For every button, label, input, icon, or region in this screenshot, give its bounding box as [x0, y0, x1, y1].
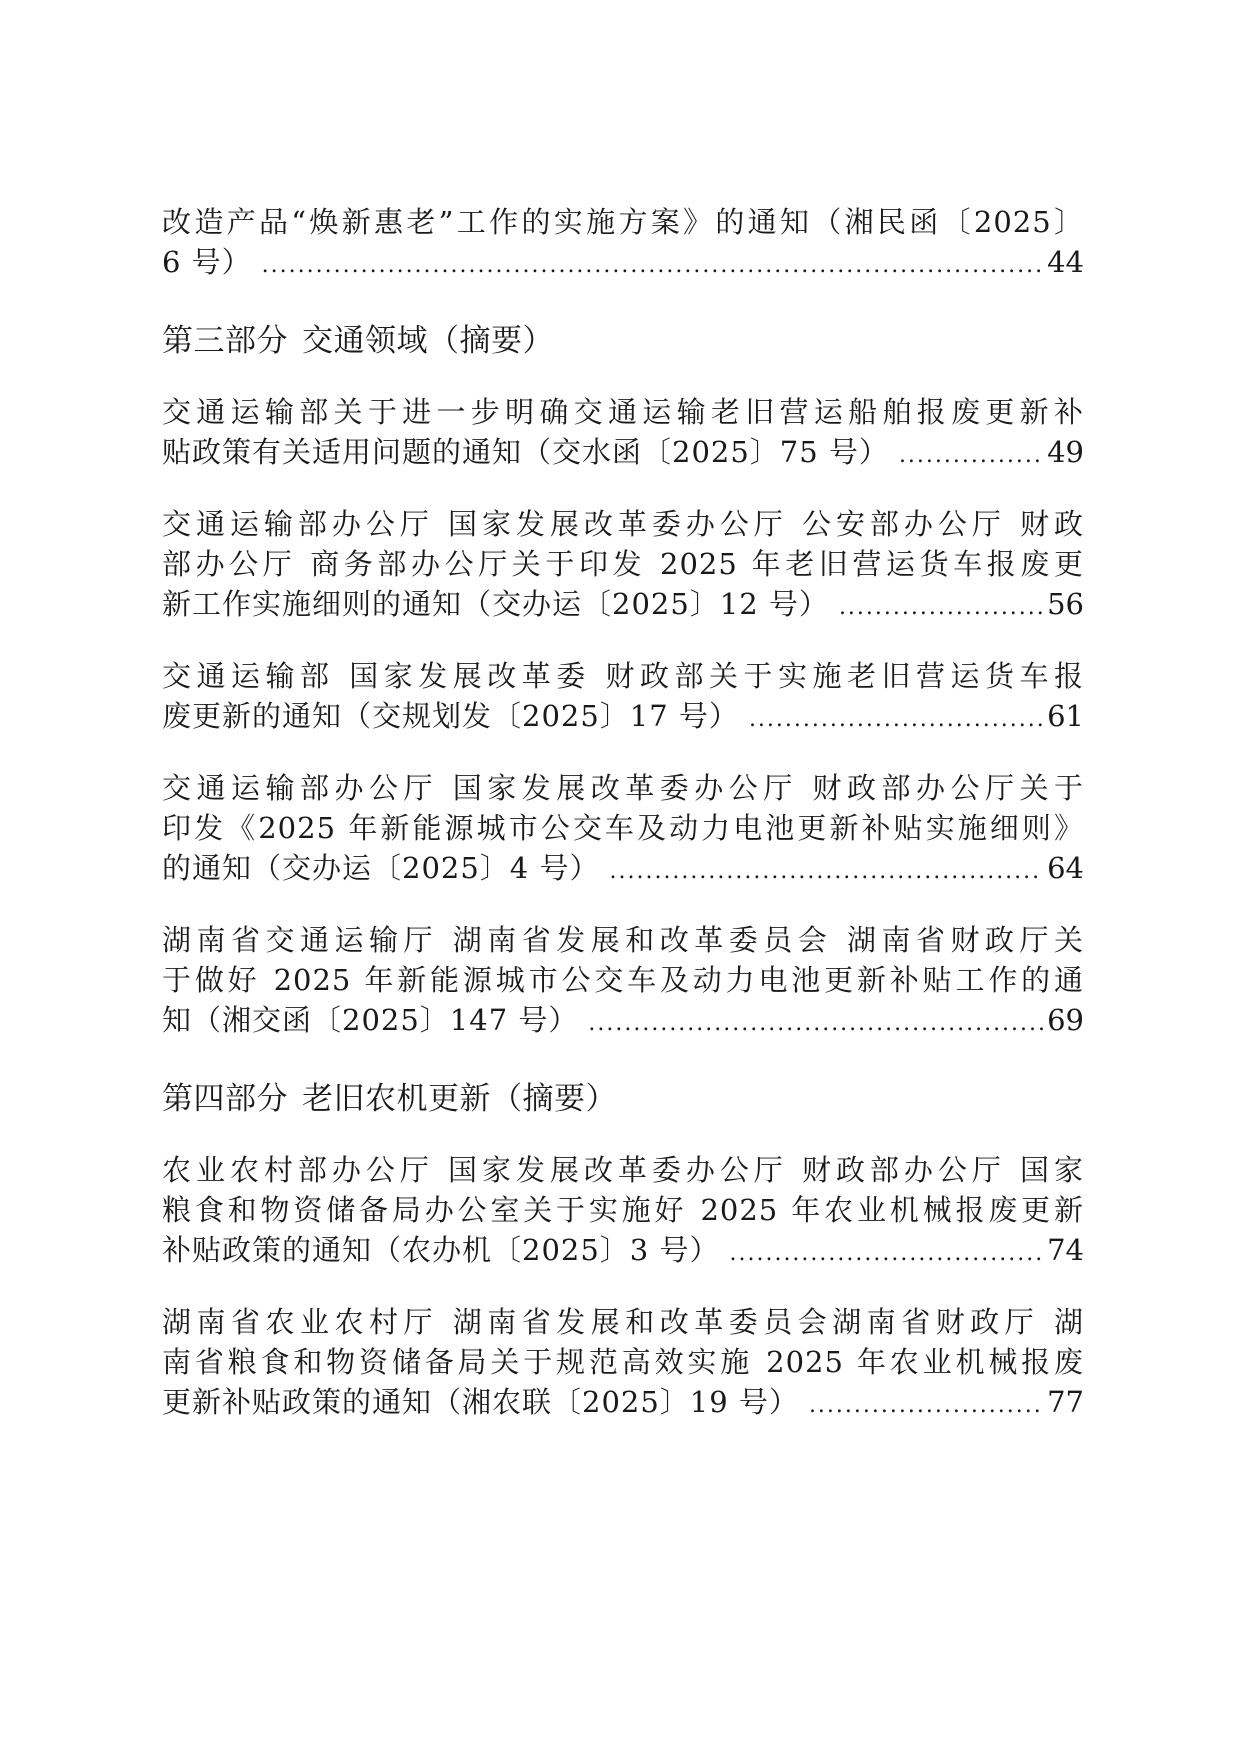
toc-entry-line: 交通运输部 国家发展改革委 财政部关于实施老旧营运货车报	[162, 659, 1084, 693]
toc-entry	[162, 1302, 1084, 1422]
toc-entry-text: 知（湘交函〔2025〕147 号）	[162, 1003, 579, 1037]
toc-entry-last-line[interactable]	[162, 432, 1084, 472]
toc-entry-line: 湖南省农业农村厅 湖南省发展和改革委员会湖南省财政厅 湖	[162, 1305, 1084, 1339]
toc-entry-last-line[interactable]	[162, 1230, 1084, 1270]
dot-leader	[839, 588, 1043, 628]
table-of-contents	[162, 202, 1084, 1454]
toc-page-number: 64	[1047, 851, 1084, 885]
toc-entry-continued	[162, 202, 1084, 282]
toc-entry	[162, 1150, 1084, 1270]
toc-entry-line: 印发《2025 年新能源城市公交车及动力电池更新补贴实施细则》	[162, 811, 1084, 845]
dot-leader	[729, 1234, 1043, 1274]
toc-entry-line: 粮食和物资储备局办公室关于实施好 2025 年农业机械报废更新	[162, 1193, 1084, 1227]
toc-entry-line: 南省粮食和物资储备局关于规范高效实施 2025 年农业机械报废	[162, 1345, 1084, 1379]
toc-entry-text: 贴政策有关适用问题的通知（交水函〔2025〕75 号）	[162, 435, 889, 469]
toc-entry-last-line[interactable]	[162, 584, 1084, 624]
toc-entry-last-line[interactable]	[162, 1382, 1084, 1422]
toc-entry-line: 农业农村部办公厅 国家发展改革委办公厅 财政部办公厅 国家	[162, 1153, 1084, 1187]
toc-entry-line: 湖南省交通运输厅 湖南省发展和改革委员会 湖南省财政厅关	[162, 923, 1084, 957]
section-title: 交通领域（摘要）	[302, 323, 554, 359]
toc-entry-text: 新工作实施细则的通知（交办运〔2025〕12 号）	[162, 587, 829, 621]
toc-entry	[162, 504, 1084, 624]
toc-entry	[162, 392, 1084, 472]
toc-entry-text: 6 号）	[162, 245, 252, 279]
toc-entry-line: 交通运输部关于进一步明确交通运输老旧营运船舶报废更新补	[162, 395, 1084, 429]
toc-page-number: 77	[1047, 1385, 1084, 1419]
toc-entry-last-line[interactable]	[162, 242, 1084, 282]
toc-entry-line: 于做好 2025 年新能源城市公交车及动力电池更新补贴工作的通	[162, 963, 1084, 997]
toc-entry	[162, 920, 1084, 1040]
toc-page-number: 74	[1047, 1233, 1084, 1267]
toc-page-number: 49	[1047, 435, 1084, 469]
toc-page-number: 44	[1047, 245, 1084, 279]
toc-entry	[162, 768, 1084, 888]
toc-entry-last-line[interactable]	[162, 1000, 1084, 1040]
section-heading-part-4	[162, 1078, 1084, 1120]
dot-leader	[262, 246, 1043, 286]
toc-entry-last-line[interactable]	[162, 848, 1084, 888]
toc-entry-line: 部办公厅 商务部办公厅关于印发 2025 年老旧营运货车报废更	[162, 547, 1084, 581]
dot-leader	[809, 1386, 1043, 1426]
toc-page-number: 61	[1047, 699, 1084, 733]
toc-entry	[162, 656, 1084, 736]
toc-entry-text: 废更新的通知（交规划发〔2025〕17 号）	[162, 699, 739, 733]
dot-leader	[588, 1004, 1043, 1044]
toc-entry-line: 交通运输部办公厅 国家发展改革委办公厅 公安部办公厅 财政	[162, 507, 1084, 541]
toc-entry-line: 交通运输部办公厅 国家发展改革委办公厅 财政部办公厅关于	[162, 771, 1084, 805]
section-label: 第三部分	[162, 323, 288, 359]
section-title: 老旧农机更新（摘要）	[302, 1081, 617, 1117]
section-heading-part-3	[162, 320, 1084, 362]
toc-entry-text: 更新补贴政策的通知（湘农联〔2025〕19 号）	[162, 1385, 799, 1419]
section-label: 第四部分	[162, 1081, 288, 1117]
toc-entry-text: 的通知（交办运〔2025〕4 号）	[162, 851, 600, 885]
dot-leader	[899, 436, 1043, 476]
dot-leader	[609, 852, 1043, 892]
toc-entry-line: 改造产品“焕新惠老”工作的实施方案》的通知（湘民函〔2025〕	[162, 205, 1084, 239]
toc-entry-last-line[interactable]	[162, 696, 1084, 736]
toc-entry-text: 补贴政策的通知（农办机〔2025〕3 号）	[162, 1233, 720, 1267]
toc-page-number: 69	[1047, 1003, 1084, 1037]
toc-page-number: 56	[1047, 587, 1084, 621]
dot-leader	[749, 700, 1043, 740]
